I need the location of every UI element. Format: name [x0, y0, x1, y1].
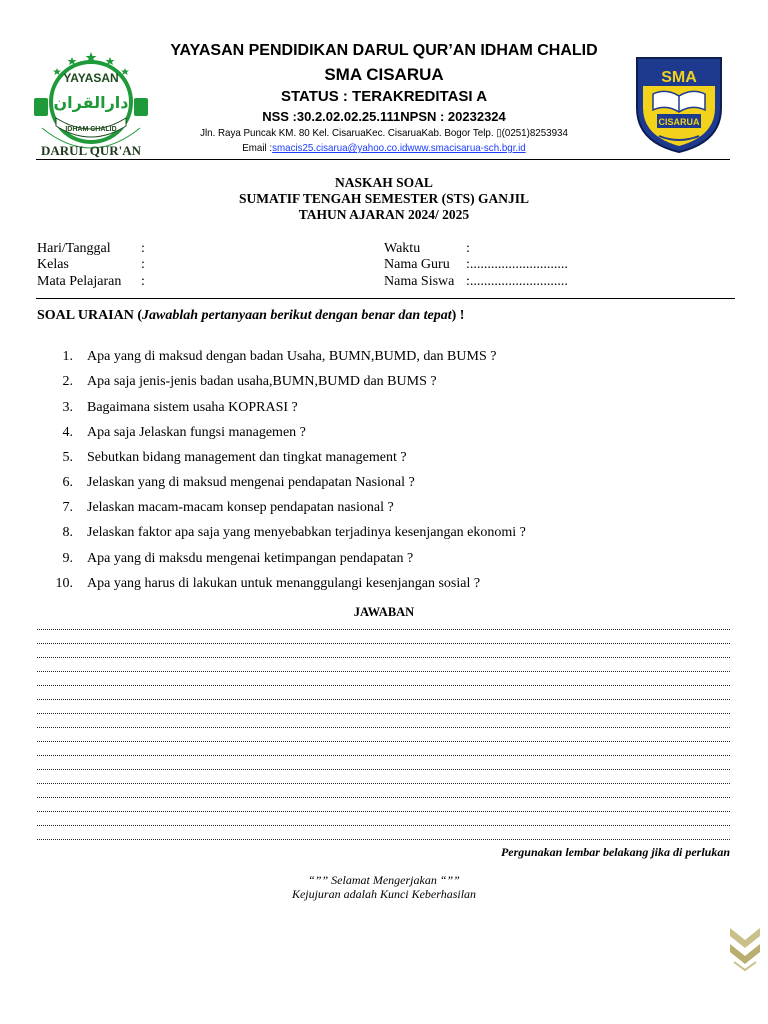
answer-line[interactable]	[37, 769, 730, 770]
question-number: 5.	[62, 450, 73, 465]
back-page-note: Pergunakan lembar belakang jika di perlukan	[500, 845, 730, 859]
accreditation-status: STATUS : TERAKREDITASI A	[280, 88, 488, 105]
question-number: 2.	[62, 374, 73, 389]
answer-heading: JAWABAN	[353, 605, 415, 619]
question-number: 4.	[62, 425, 73, 440]
answer-line[interactable]	[37, 811, 730, 812]
answer-line[interactable]	[37, 755, 730, 756]
question-text: Apa saja jenis-jenis badan usaha,BUMN,BUMD dan BUMS ?	[87, 374, 437, 389]
question-number: 1.	[62, 349, 73, 364]
question-text: Jelaskan faktor apa saja yang menyebabkan terjadinya kesenjangan ekonomi ?	[87, 525, 526, 540]
nss-npsn: NSS :30.2.02.02.25.111NPSN : 20232324	[262, 109, 506, 124]
exam-title: NASKAH SOAL	[335, 175, 433, 190]
answer-line[interactable]	[37, 727, 730, 728]
logo-left-top-text: YAYASAN	[63, 71, 119, 85]
info-kelas-sep: :	[141, 257, 145, 272]
question-number: 6.	[62, 475, 73, 490]
answer-line[interactable]	[37, 643, 730, 644]
email-label: Email :	[242, 142, 273, 154]
question-text: Jelaskan macam-macam konsep pendapatan nasional ?	[87, 500, 394, 515]
question-number: 8.	[62, 525, 73, 540]
answer-line[interactable]	[37, 797, 730, 798]
logo-left-arabic-text: دارالقران	[53, 93, 129, 112]
exam-subtitle: SUMATIF TENGAH SEMESTER (STS) GANJIL	[238, 191, 530, 206]
school-address: Jln. Raya Puncak KM. 80 Kel. CisaruaKec. CisaruaKab. Bogor Telp. ▯(0251)8253934	[200, 127, 568, 139]
question-item	[37, 500, 737, 516]
question-item	[37, 576, 737, 592]
question-text: Jelaskan yang di maksud mengenai pendapatan Nasional ?	[87, 475, 415, 490]
answer-line[interactable]	[37, 685, 730, 686]
info-nama-siswa-field: :............................	[466, 274, 568, 289]
section-suffix: ) !	[451, 308, 465, 323]
logo-right-top-text: SMA	[661, 69, 697, 86]
question-item	[37, 374, 737, 390]
school-email	[166, 142, 601, 154]
info-hari-tanggal-sep: :	[141, 241, 145, 256]
question-text: Apa yang di maksdu mengenai ketimpangan pendapatan ?	[87, 551, 414, 566]
question-item	[37, 349, 737, 365]
info-waktu-label: Waktu	[384, 241, 421, 256]
info-mata-pelajaran-label: Mata Pelajaran	[37, 274, 122, 289]
logo-left-band-text: IDHAM CHALID	[65, 126, 117, 133]
answer-line[interactable]	[37, 783, 730, 784]
section-prefix: SOAL URAIAN (	[37, 308, 143, 323]
question-item	[37, 475, 737, 491]
info-waktu-sep: :	[466, 241, 470, 256]
question-text: Sebutkan bidang management dan tingkat management ?	[87, 450, 407, 465]
closing-motto: Kejujuran adalah Kunci Keberhasilan	[291, 887, 477, 901]
question-number: 7.	[62, 500, 73, 515]
answer-line[interactable]	[37, 825, 730, 826]
question-item	[37, 450, 737, 466]
yayasan-darul-quran-logo	[28, 48, 154, 160]
answer-line[interactable]	[37, 657, 730, 658]
info-nama-siswa-label: Nama Siswa	[384, 274, 455, 289]
question-item	[37, 400, 737, 416]
foundation-name: YAYASAN PENDIDIKAN DARUL QUR’AN IDHAM CHALID	[170, 42, 598, 59]
header-divider	[36, 159, 730, 160]
question-number: 9.	[62, 551, 73, 566]
question-number: 10.	[55, 576, 73, 591]
question-text: Apa yang di maksud dengan badan Usaha, BUMN,BUMD, dan BUMS ?	[87, 349, 497, 364]
section-heading	[37, 308, 464, 324]
academic-year: TAHUN AJARAN 2024/ 2025	[298, 207, 470, 222]
question-text: Apa saja Jelaskan fungsi managemen ?	[87, 425, 306, 440]
email-website-link[interactable]: smacis25.cisarua@yahoo.co.idwww.smacisarua-sch.bgr.id	[272, 142, 526, 154]
question-item	[37, 525, 737, 541]
section-instruction: Jawablah pertanyaan berikut dengan benar dan tepat	[142, 308, 452, 323]
info-kelas-label: Kelas	[37, 257, 69, 272]
answer-line[interactable]	[37, 671, 730, 672]
logo-right-center-text: CISARUA	[658, 117, 700, 127]
logo-left-bottom-text: DARUL QUR'AN	[40, 143, 142, 158]
question-text: Bagaimana sistem usaha KOPRASI ?	[87, 400, 298, 415]
info-hari-tanggal-label: Hari/Tanggal	[37, 241, 111, 256]
answer-line[interactable]	[37, 741, 730, 742]
answer-line[interactable]	[37, 713, 730, 714]
question-text: Apa yang harus di lakukan untuk menanggulangi kesenjangan sosial ?	[87, 576, 481, 591]
double-chevron-down-icon[interactable]	[728, 926, 762, 972]
info-nama-guru-field: :............................	[466, 257, 568, 272]
info-divider	[36, 298, 735, 299]
answer-line[interactable]	[37, 699, 730, 700]
question-item	[37, 425, 737, 441]
closing-greeting: “”” Selamat Mengerjakan “””	[308, 873, 460, 887]
question-number: 3.	[62, 400, 73, 415]
question-item	[37, 551, 737, 567]
info-nama-guru-label: Nama Guru	[384, 257, 450, 272]
answer-line[interactable]	[37, 629, 730, 630]
school-name: SMA CISARUA	[324, 65, 444, 84]
info-mata-pelajaran-sep: :	[141, 274, 145, 289]
sma-cisarua-logo	[631, 52, 727, 156]
answer-line[interactable]	[37, 839, 730, 840]
